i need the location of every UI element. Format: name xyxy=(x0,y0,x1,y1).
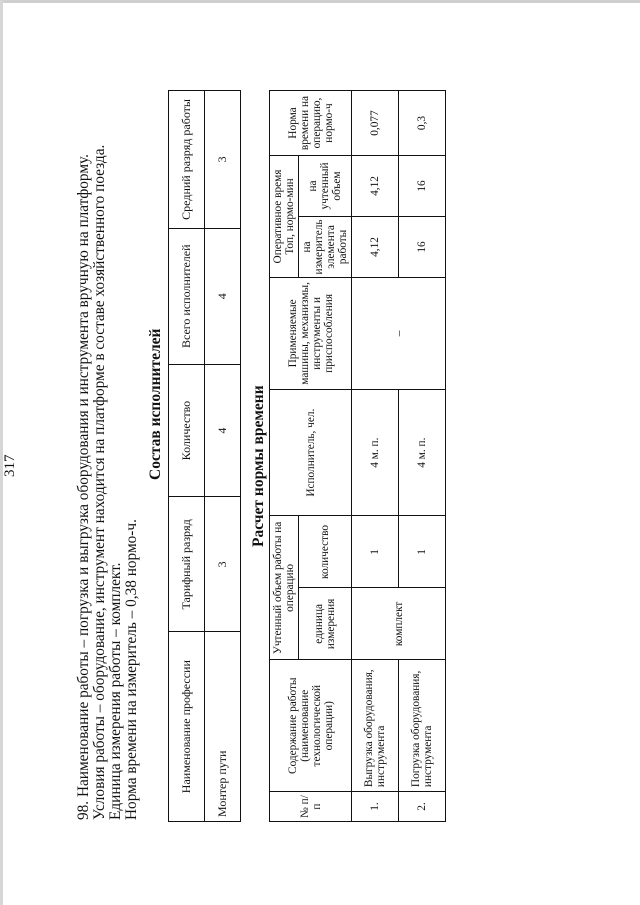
cell-executor: 4 м. п. xyxy=(399,389,446,516)
cell-num: 2. xyxy=(399,792,446,822)
cell-executor: 4 м. п. xyxy=(352,389,399,516)
cell-per-unit: 4,12 xyxy=(352,216,399,277)
cell-quantity: 1 xyxy=(352,516,399,588)
header-grade: Тарифный разряд xyxy=(169,497,205,632)
time-norm-line: Норма времени на измеритель – 0,38 нормо-ч. xyxy=(123,519,140,820)
calc-header-row-1 xyxy=(270,91,299,822)
cell-machines: – xyxy=(352,277,446,389)
header-avg-grade: Средний разряд работы xyxy=(169,91,205,229)
cell-profession: Монтер пути xyxy=(205,632,241,822)
cell-unit: комплект xyxy=(352,588,446,660)
work-name-line: 98. Наименование работы – погрузка и выгрузка оборудования и инструмента вручную на платформу. xyxy=(75,154,92,820)
cell-count: 4 xyxy=(205,364,241,497)
header-op-time: Оперативное время Топ, нормо-мин xyxy=(270,156,299,278)
header-num: № п/п xyxy=(270,792,352,822)
header-volume: Учтенный объем работы на операцию xyxy=(270,516,299,660)
header-machines: Применяемые машины, механизмы, инструменты и приспособления xyxy=(270,277,352,389)
staff-header-row xyxy=(169,91,205,822)
staff-table xyxy=(168,90,241,822)
table-row xyxy=(352,91,399,822)
header-per-volume: на учтенный объем xyxy=(299,156,352,217)
page-number: 317 xyxy=(2,454,18,477)
cell-content: Выгрузка оборудования, инструмента xyxy=(352,660,399,792)
cell-per-volume: 4,12 xyxy=(352,156,399,217)
cell-norm: 0,077 xyxy=(352,91,399,156)
cell-norm: 0,3 xyxy=(399,91,446,156)
cell-avg-grade: 3 xyxy=(205,91,241,229)
header-total: Всего исполнителей xyxy=(169,228,205,364)
cell-total: 4 xyxy=(205,228,241,364)
work-unit-line: Единица измерения работы – комплект. xyxy=(107,562,124,820)
header-quantity: количество xyxy=(299,516,352,588)
cell-per-unit: 16 xyxy=(399,216,446,277)
header-content: Содержание работы (наименование технологической операции) xyxy=(270,660,352,792)
cell-content: Погрузка оборудования, инструмента xyxy=(399,660,446,792)
header-per-unit: на измеритель элемента работы xyxy=(299,216,352,277)
header-unit: единица измерения xyxy=(299,588,352,660)
cell-quantity: 1 xyxy=(399,516,446,588)
cell-per-volume: 16 xyxy=(399,156,446,217)
cell-num: 1. xyxy=(352,792,399,822)
time-norm-table xyxy=(269,90,446,822)
header-profession: Наименование профессии xyxy=(169,632,205,822)
header-executor: Исполнитель, чел. xyxy=(270,389,352,516)
work-conditions-line: Условия работы – оборудование, инструмент находится на платформе в составе хозяйственного поезда. xyxy=(91,144,108,820)
work-description xyxy=(76,145,140,820)
header-count: Количество xyxy=(169,364,205,497)
header-norm: Норма времени на операцию, нормо-ч xyxy=(270,91,352,156)
cell-grade: 3 xyxy=(205,497,241,632)
table-row xyxy=(399,91,446,822)
staff-section-title: Состав исполнителей xyxy=(147,328,164,480)
table-row xyxy=(205,91,241,822)
calc-section-title: Расчет нормы времени xyxy=(250,385,267,547)
